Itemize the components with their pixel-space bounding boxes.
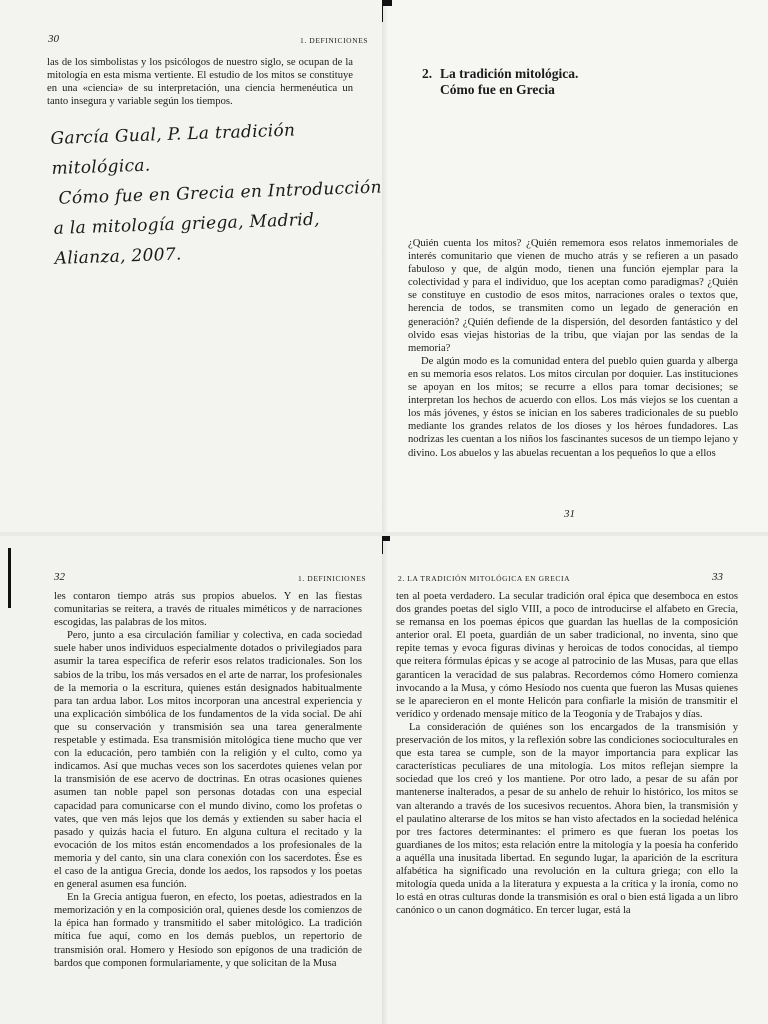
body-text bbox=[396, 590, 738, 917]
page-31 bbox=[382, 0, 768, 532]
handwritten-line: Cómo fue en Grecia en Introducción bbox=[58, 177, 382, 209]
body-text bbox=[47, 56, 353, 108]
page-32 bbox=[0, 536, 382, 1024]
running-head: 1. DEFINICIONES bbox=[298, 574, 367, 583]
chapter-title-line: La tradición mitológica. bbox=[440, 66, 579, 81]
paragraph: ten al poeta verdadero. La secular tradición oral épica que desemboca en estos dos grandes poetas del siglo VIII, a poco de introducirse el alfabeto en Grecia, se remansa en los poemas épicos que guardan las huellas de la composición anterior oral. El poeta, guardián de un saber tradicional, no inventa, sino que repite temas y evoca figuras divinas y heroicas de todos conocidas, al tiempo que reitera fórmulas épicas y se acoge al patrocinio de las Musas, para que ellas garanticen la veracidad de sus palabras. Recordemos cómo Homero comienza invocando a la Musa, y cómo Hesíodo nos cuenta que fueron las Musas quienes se le aparecieron en el monte Helicón para confiarle la misión de transmitir el verídico y ordenado mensaje mítico de la Teogonía y de Trabajos y días. bbox=[396, 591, 738, 720]
handwritten-citation bbox=[50, 112, 382, 273]
paragraph: les contaron tiempo atrás sus propios abuelos. Y en las fiestas comunitarias se reitera, a través de rituales miméticos y de narraciones escogidas, las palabras de los mitos. bbox=[54, 591, 362, 629]
gutter-shadow bbox=[382, 536, 388, 1024]
running-head: 1. DEFINICIONES bbox=[300, 36, 369, 45]
page-number: 30 bbox=[48, 33, 59, 45]
page-number: 33 bbox=[712, 571, 723, 583]
running-head: 2. LA TRADICIÓN MITOLÓGICA EN GRECIA bbox=[398, 574, 571, 583]
body-text bbox=[54, 590, 362, 970]
chapter-title-line: Cómo fue en Grecia bbox=[440, 82, 555, 97]
paragraph: De algún modo es la comunidad entera del pueblo quien guarda y alberga en su memoria esos relatos. Los mitos circulan por doquier. Las instituciones se apoyan en los mitos; se recurre a ellos para tomar decisiones; se interpretan los hechos de acuerdo con ellos. Los más viejos se los cuentan a los más jóvenes, y éstos se inician en los saberes tradicionales de su pueblo mediante los grandes relatos de los dioses y los héroes fundadores. Las nodrizas les cuentan a los niños los fascinantes sucesos de un tiempo lejano y divino. Los abuelos y las abuelas recuentan a los pequeños lo que a ellos bbox=[408, 355, 738, 459]
page-number: 32 bbox=[54, 571, 65, 583]
binding-mark bbox=[382, 536, 383, 554]
handwritten-line: García Gual, P. La tradición mitológica. bbox=[50, 120, 296, 179]
paragraph: las de los simbolistas y los psicólogos de nuestro siglo, se ocupan de la mitología en esta misma vertiente. El estudio de los mitos se constituye en una «ciencia» de su interpretación, una ciencia hermenéutica un tanto insegura y variable según los tiempos. bbox=[47, 57, 353, 108]
body-text bbox=[408, 237, 738, 460]
gutter-shadow bbox=[382, 0, 388, 532]
chapter-number: 2. bbox=[422, 66, 433, 81]
paragraph: Pero, junto a esa circulación familiar y colectiva, en cada sociedad suele haber unos individuos especialmente dotados o privilegiados para asumir la tarea específica de referir esos relatos tradicionales. Son los sabios de la tribu, los más versados en el arte de narrar, los profesionales de la memoria o la escritura, quienes están designados habitualmente para tan ardua labor. Los mitos incorporan una ancestral experiencia y una explicación simbólica de los fundamentos de la vida social. De ahí que su conservación y transmisión sea una tarea generalmente respetable y estimada. Esa transmisión mitológica tiene mucho que ver con la educación, pero también con la religión y el culto, como ya indicamos. Así que muchas veces son los sacerdotes quienes velan por la transmisión de ese acervo de doctrinas. En otras ocasiones quienes asumen tan noble papel son personas dotadas con una especial capacidad para comunicarse con el mundo divino, como los profetas o vates, que ven más lejos que los demás y extienden su saber hacia el pasado y quizás hacia el futuro. En alguna cultura el recitado y la evocación de los mitos están encomendados a los profesionales de la memoria y del canto, sin una clara conexión con los sacerdotes. Ése es el caso de la antigua Grecia, donde los aedos, los rapsodos y los poetas en general asumen esa función. bbox=[54, 630, 362, 891]
chapter-heading bbox=[422, 66, 742, 98]
handwritten-line: Alianza, 2007. bbox=[54, 244, 182, 269]
binding-mark bbox=[382, 0, 383, 22]
handwritten-line: a la mitología griega, Madrid, bbox=[53, 209, 321, 239]
paragraph: En la Grecia antigua fueron, en efecto, los poetas, adiestrados en la memorización y en la composición oral, quienes desde los comienzos de la épica han formado y transmitido el saber mitológico. La tradición mítica fue aquí, como en los demás pueblos, un repertorio de transmisión oral. Homero y Hesíodo son epígonos de una tradición de bardos que componen formulariamente, y que solicitan de la Musa bbox=[54, 892, 362, 969]
binding-mark bbox=[8, 548, 11, 608]
page-30 bbox=[0, 0, 382, 532]
page-number: 31 bbox=[564, 508, 575, 520]
paragraph: ¿Quién cuenta los mitos? ¿Quién rememora esos relatos inmemoriales de interés comunitario que vienen de mucho atrás y se refieren a un pasado fabuloso y que, de algún modo, tienen una función ejemplar para la colectividad y para el individuo, que los aceptan como paradigmas? ¿Quién se constituye en custodio de esos mitos, narraciones orales o textos que, herencia de todos, se transmiten como un legado de generación en generación? ¿Quién defiende de la dispersión, del desorden fantástico y del olvido esas viejas historias de la tribu, que viajan por las sendas de la memoria? bbox=[408, 238, 738, 354]
binding-mark bbox=[382, 536, 390, 541]
binding-mark bbox=[382, 0, 392, 6]
paragraph: La consideración de quiénes son los encargados de la transmisión y preservación de los mitos, y la reflexión sobre las condiciones socioculturales en que esta tarea se cumple, son de la mayor importancia para explicar las características peculiares de una mitología. Los mitos reflejan siempre la sociedad que los creó y los mantiene. Por otro lado, a pesar de su afán por mantenerse inalterados, a pesar de su anhelo de rehuir lo histórico, los mitos se van alterando a través de los sucesivos recuentos. Ahora bien, la transmisión y el paulatino alterarse de los mitos se han visto afectados en la sociedad helénica por tres factores determinantes: el primero es que fueran los poetas los guardianes de los mitos; esta relación entre la mitología y la poesía ha conferido a aquélla una inusitada libertad. En segundo lugar, la aparición de la escritura alfabética ha significado una revolución en la cultura griega; con ello la mitología queda unida a la literatura y expuesta a la crítica y la ironía, como no lo está en otras culturas donde la transmisión es oral o bien está ligada a un libro canónico o un canon dogmático. En tercer lugar, está la bbox=[396, 721, 738, 917]
page-33 bbox=[382, 536, 768, 1024]
